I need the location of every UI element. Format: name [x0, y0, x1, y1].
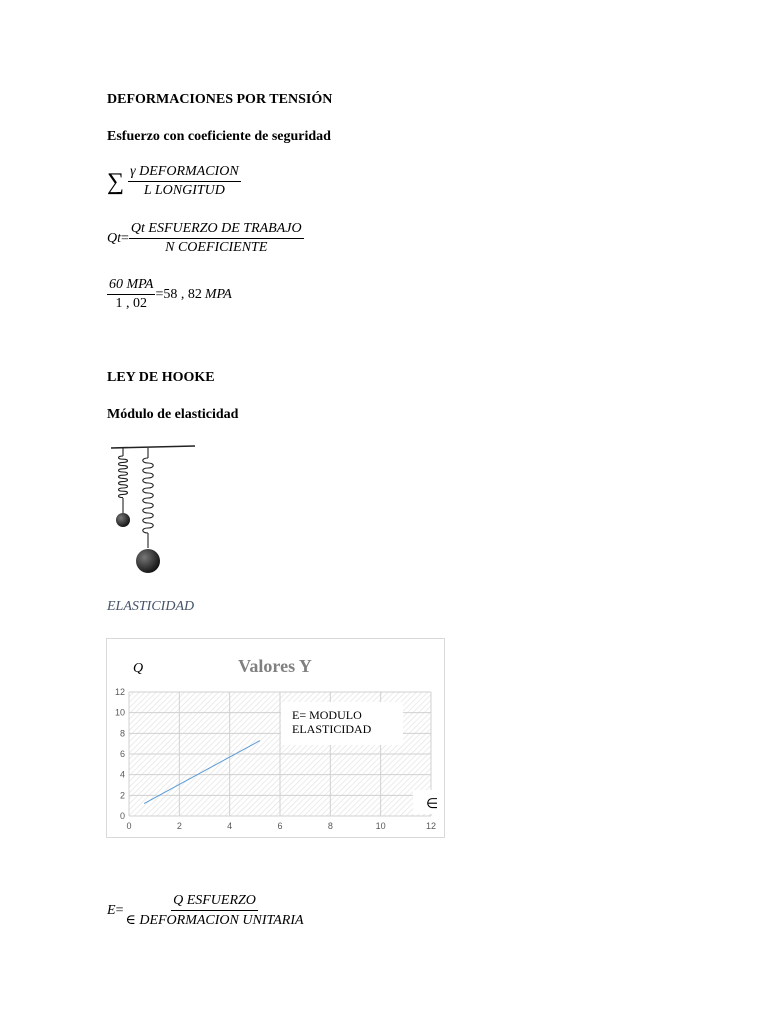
lhs: E: [107, 903, 116, 918]
numerator: Qt ESFUERZO DE TRABAJO: [129, 221, 304, 239]
y-tick-label: 8: [119, 728, 125, 739]
x-tick-label: 6: [277, 821, 283, 831]
subheading-modulo: Módulo de elasticidad: [107, 407, 239, 422]
formula-calculo: [107, 277, 232, 312]
elasticity-chart: [107, 639, 444, 837]
numerator: γ DEFORMACION: [128, 164, 241, 182]
annotation-line-1: E= MODULO: [292, 708, 362, 722]
heading-deformaciones: DEFORMACIONES POR TENSIÓN: [107, 92, 333, 107]
fraction: [128, 164, 241, 199]
heading-ley-hooke: LEY DE HOOKE: [107, 370, 215, 385]
y-tick-label: 10: [114, 707, 125, 718]
x-axis-label: ∈: [426, 797, 439, 812]
subheading-esfuerzo: Esfuerzo con coeficiente de seguridad: [107, 129, 331, 144]
equals-sign: =: [121, 230, 129, 246]
x-tick-label: 4: [227, 821, 233, 831]
equals-sign: =: [115, 903, 124, 918]
springs-illustration: [108, 442, 200, 580]
fraction: [107, 277, 155, 312]
numerator: 60 MPA: [107, 277, 155, 295]
sigma-symbol: ∑: [107, 168, 125, 195]
x-tick-label: 0: [126, 821, 132, 831]
fraction: [129, 221, 304, 256]
denominator: 1 , 02: [115, 296, 147, 311]
x-tick-label: 12: [425, 821, 437, 831]
y-axis-label: Q: [133, 661, 144, 676]
denominator: ∈ DEFORMACION UNITARIA: [125, 913, 304, 928]
x-tick-label: 10: [375, 821, 386, 831]
denominator: L LONGITUD: [143, 183, 225, 198]
result-unit: MPA: [204, 286, 232, 302]
fraction: [123, 893, 305, 929]
x-tick-label: 2: [176, 821, 182, 831]
y-tick-label: 6: [119, 749, 125, 759]
chart-title: Valores Y: [238, 656, 312, 676]
y-tick-label: 2: [119, 790, 125, 801]
y-tick-label: 12: [114, 687, 125, 697]
formula-esfuerzo-trabajo: [107, 221, 304, 256]
result-number: 58 , 82: [163, 286, 202, 302]
y-tick-label: 4: [119, 769, 125, 780]
numerator: Q ESFUERZO: [171, 893, 258, 911]
formula-modulo: [107, 893, 306, 929]
y-tick-label: 0: [119, 811, 125, 821]
formula-deformacion: [107, 164, 241, 199]
lhs: Qt: [107, 230, 121, 246]
denominator: N COEFICIENTE: [165, 240, 268, 255]
equals-sign: =: [155, 286, 164, 302]
x-tick-label: 8: [327, 821, 333, 831]
caption-elasticidad: ELASTICIDAD: [107, 599, 195, 614]
annotation-line-2: ELASTICIDAD: [292, 722, 372, 736]
chart-frame: [106, 638, 445, 838]
